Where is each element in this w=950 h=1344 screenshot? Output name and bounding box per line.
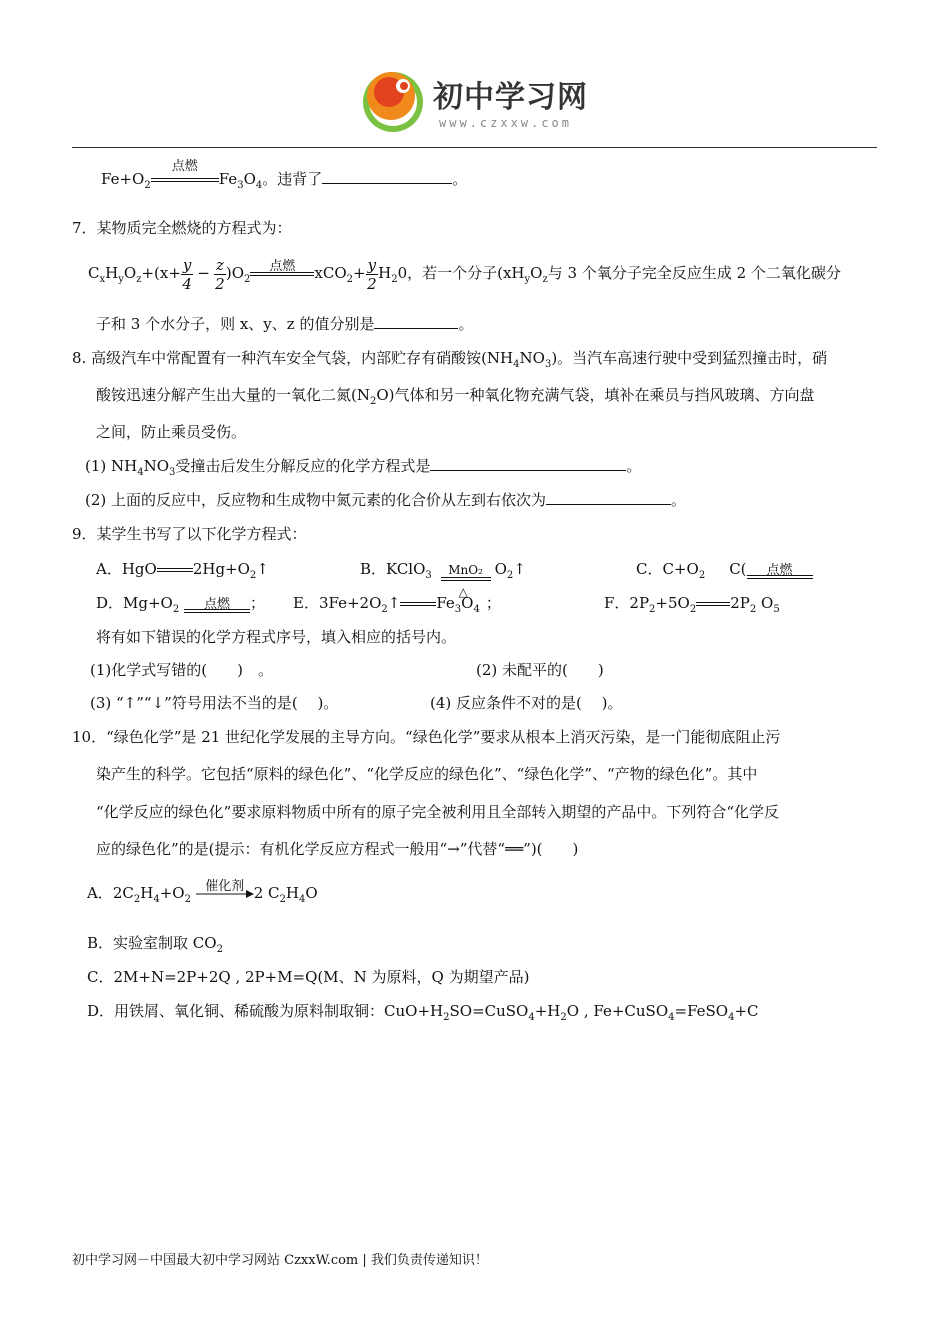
answer-blank[interactable] (546, 490, 671, 505)
question-9-option-b: B．KClO$_3$ MnO₂ △ $O_2↑$ (360, 560, 526, 599)
question-7-equation: $C_xH_yO_z+(x+$ $\frac{y}{4}$ − $\frac{z}{2}$ )$O_2$ 点燃 xCO$_2$+ $\frac{y}{2}$ $H_20$，若一个分子($xH_yO_z$与 3 个氧分子完全反应生成 2 个二氧化碳分 (88, 255, 841, 293)
question-10-option-b: B．实验室制取 $CO_2$ (87, 934, 223, 955)
question-7-title: 7．某物质完全燃烧的方程式为： (72, 219, 292, 237)
question-10-line-1: 10．“绿色化学”是 21 世纪化学发展的主导方向。“绿色化学”要求从根本上消灭污染，是一门能彻底阻止污 (72, 728, 781, 746)
answer-blank[interactable] (430, 456, 626, 471)
site-logo (355, 66, 605, 142)
question-9-sub-1: (1)化学式写错的( ) 。 (90, 661, 273, 679)
question-9-sub-3: (3) “↑”“↓”符号用法不当的是( )。 (90, 694, 339, 712)
question-10-option-c: C．2M+N=2P+2Q , 2P+M=Q(M、N 为原料，Q 为期望产品) (87, 968, 530, 986)
logo-emblem-icon (355, 66, 431, 142)
question-8-part-2: (2) 上面的反应中，反应物和生成物中氮元素的化合价从左到右依次为 。 (85, 491, 687, 509)
question-9-title: 9．某学生书写了以下化学方程式： (72, 525, 307, 543)
question-9-option-c: C．$C+O_2$ C( 点燃 (636, 558, 813, 581)
question-9-sub-2: (2) 未配平的( ) (476, 661, 604, 679)
equation-line-1: $Fe+O_2$ 点燃 $Fe_3O_4$。违背了 。 (101, 159, 468, 191)
page-footer: 初中学习网－中国最大初中学习网站 CzxxW.com | 我们负责传递知识！ (72, 1253, 488, 1268)
question-8-line-3: 之间，防止乘员受伤。 (96, 423, 247, 441)
logo-title: 初中学习网 (433, 80, 588, 115)
logo-url: www.czxxw.com (439, 116, 572, 130)
question-9-option-d: D．$Mg+O_2$ 点燃 ； (96, 594, 266, 615)
question-9-instruction: 将有如下错误的化学方程式序号，填入相应的括号内。 (96, 628, 457, 646)
question-9-option-e: E．$3Fe+2O_2↑$ $Fe_3O_4$ ； (293, 594, 501, 615)
question-10-option-a: A．$2C_2H_4+O_2$ 催化剂 2 $C_2H_4O$ (87, 879, 318, 905)
question-7-line-2: 子和 3 个水分子，则 x、y、z 的值分别是 。 (96, 315, 474, 333)
question-9-sub-4: (4) 反应条件不对的是( )。 (430, 694, 623, 712)
header-divider (72, 147, 877, 148)
question-9-option-f: F．$2P_2+5O_2$ $2P_2$ $O_5$ (604, 594, 780, 615)
question-10-line-4: 应的绿色化”的是(提示：有机化学反应方程式一般用“→”代替“══”)( ) (96, 840, 579, 858)
question-9-option-a: A．HgO $2Hg+O_2↑$ (96, 560, 269, 581)
question-10-line-3: “化学反应的绿色化”要求原料物质中所有的原子完全被利用且全部转入期望的产品中。下列符合“化学反 (96, 803, 780, 821)
question-8-line-1: 8. 高级汽车中常配置有一种汽车安全气袋，内部贮存有硝酸铵$(NH_4NO_3)$。当汽车高速行驶中受到猛烈撞击时，硝 (72, 349, 828, 370)
question-8-line-2: 酸铵迅速分解产生出大量的一氧化二氮$(N_2O)$气体和另一种氧化物充满气袋，填补在乘员与挡风玻璃、方向盘 (96, 386, 815, 407)
answer-blank[interactable] (374, 314, 458, 329)
question-10-line-2: 染产生的科学。它包括“原料的绿色化”、“化学反应的绿色化”、“绿色化学”、“产物的绿色化”。其中 (96, 765, 758, 783)
question-8-part-1: (1) $NH_4NO_3$受撞击后发生分解反应的化学方程式是 。 (85, 457, 642, 478)
answer-blank[interactable] (322, 169, 452, 184)
question-10-option-d: D．用铁屑、氧化铜、稀硫酸为原料制取铜：$CuO+H_2SO=CuSO_4+H_2O$ , Fe+CuSO$_4$=FeSO$_4$+C (87, 1002, 759, 1023)
